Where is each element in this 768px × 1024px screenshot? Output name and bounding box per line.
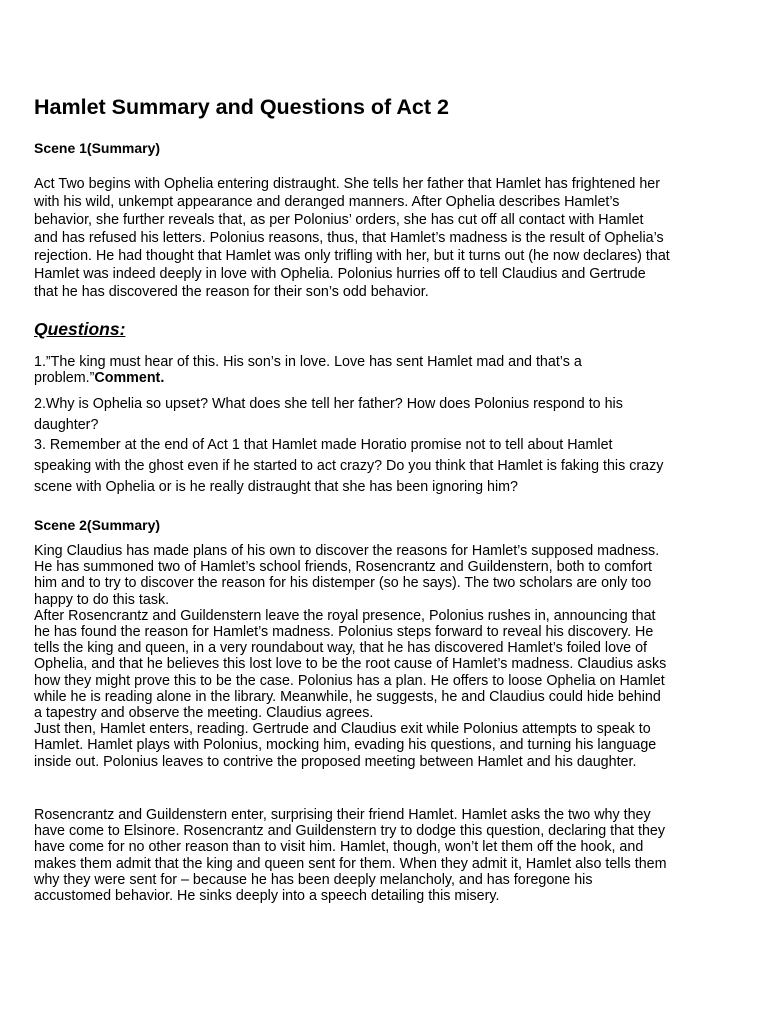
- text-line: have come for no other reason than to visit him. Hamlet, though, won’t let them off the hook, and: [34, 839, 644, 856]
- scene1-summary: [34, 175, 670, 301]
- text-line: and has refused his letters. Polonius reasons, thus, that Hamlet’s madness is the result of Ophelia’s: [34, 230, 664, 246]
- scene2-summary-part1: [34, 543, 666, 770]
- text-line: Hamlet was indeed deeply in love with Ophelia. Polonius hurries off to tell Claudius and Gertrude: [34, 266, 646, 282]
- text-line: rejection. He had thought that Hamlet was only trifling with her, but it turns out (he now declares) that: [34, 248, 670, 264]
- text-line: 3. Remember at the end of Act 1 that Hamlet made Horatio promise not to tell about Hamlet: [34, 437, 613, 453]
- scene2-summary-part2: [34, 807, 667, 904]
- text-line: 2.Why is Ophelia so upset? What does she tell her father? How does Polonius respond to his: [34, 396, 623, 412]
- text-line: daughter?: [34, 417, 99, 433]
- text-line: with his wild, unkempt appearance and deranged manners. After Ophelia describes Hamlet’s: [34, 194, 620, 210]
- text-line: After Rosencrantz and Guildenstern leave the royal presence, Polonius rushes in, announcing that: [34, 607, 656, 624]
- text-line: makes them admit that the king and queen sent for them. When they admit it, Hamlet also tells them: [34, 855, 667, 872]
- text-line: Rosencrantz and Guildenstern enter, surprising their friend Hamlet. Hamlet asks the two why they: [34, 807, 651, 823]
- text-line: Just then, Hamlet enters, reading. Gertrude and Claudius exit while Polonius attempts to speak to: [34, 721, 651, 738]
- text-line: happy to do this task.: [34, 591, 170, 608]
- question-1-comment: Comment.: [94, 370, 165, 386]
- text-line: King Claudius has made plans of his own to discover the reasons for Hamlet’s supposed madness.: [34, 543, 660, 559]
- question-1: [34, 352, 582, 386]
- text-line: why they were sent for – because he has been deeply melancholy, and has foregone his: [34, 871, 593, 888]
- text-line: He has summoned two of Hamlet’s school friends, Rosencrantz and Guildenstern, both to comfort: [34, 559, 652, 576]
- text-line: Hamlet. Hamlet plays with Polonius, mocking him, evading his questions, and turning his language: [34, 737, 657, 754]
- question-3: [34, 435, 663, 498]
- questions-heading: Questions:: [34, 319, 126, 339]
- text-line: scene with Ophelia or is he really distraught that she has been ignoring him?: [34, 479, 518, 495]
- text-line: 1.”The king must hear of this. His son’s in love. Love has sent Hamlet mad and that’s a: [34, 354, 582, 370]
- text-line: accustomed behavior. He sinks deeply into a speech detailing this misery.: [34, 888, 500, 905]
- text-line: inside out. Polonius leaves to contrive the proposed meeting between Hamlet and his daughter.: [34, 753, 637, 770]
- question-2: [34, 394, 623, 436]
- document-title: Hamlet Summary and Questions of Act 2: [34, 95, 449, 119]
- text-line: he has found the reason for Hamlet’s madness. Polonius steps forward to reveal his discovery. He: [34, 624, 654, 641]
- text-line: Act Two begins with Ophelia entering distraught. She tells her father that Hamlet has frightened her: [34, 176, 660, 192]
- text-line: him and to try to discover the reason for his distemper (so he says). The two scholars are only too: [34, 575, 652, 592]
- text-line: speaking with the ghost even if he started to act crazy? Do you think that Hamlet is faking this crazy: [34, 458, 664, 474]
- text-line: while he is reading alone in the library. Meanwhile, he suggests, he and Claudius could hide behind: [34, 688, 661, 705]
- text-line: Ophelia, and that he believes this lost love to be the root cause of Hamlet’s madness. Claudius asks: [34, 656, 667, 673]
- scene1-heading: Scene 1(Summary): [34, 140, 161, 156]
- question-1-quote-end: problem.”: [34, 370, 95, 386]
- text-line: have come to Elsinore. Rosencrantz and Guildenstern try to dodge this question, declaring that they: [34, 823, 666, 840]
- text-line: how they might prove this to be the case. Polonius has a plan. He offers to loose Ophelia on Hamlet: [34, 672, 665, 689]
- text-line: that he has discovered the reason for their son’s odd behavior.: [34, 284, 429, 300]
- text-line: a tapestry and observe the meeting. Claudius agrees.: [34, 705, 374, 722]
- text-line: behavior, she further reveals that, as per Polonius’ orders, she has cut off all contact with Hamlet: [34, 212, 644, 228]
- text-line: tells the king and queen, in a very roundabout way, that he has discovered Hamlet’s foiled love of: [34, 640, 648, 657]
- scene2-heading: Scene 2(Summary): [34, 517, 161, 533]
